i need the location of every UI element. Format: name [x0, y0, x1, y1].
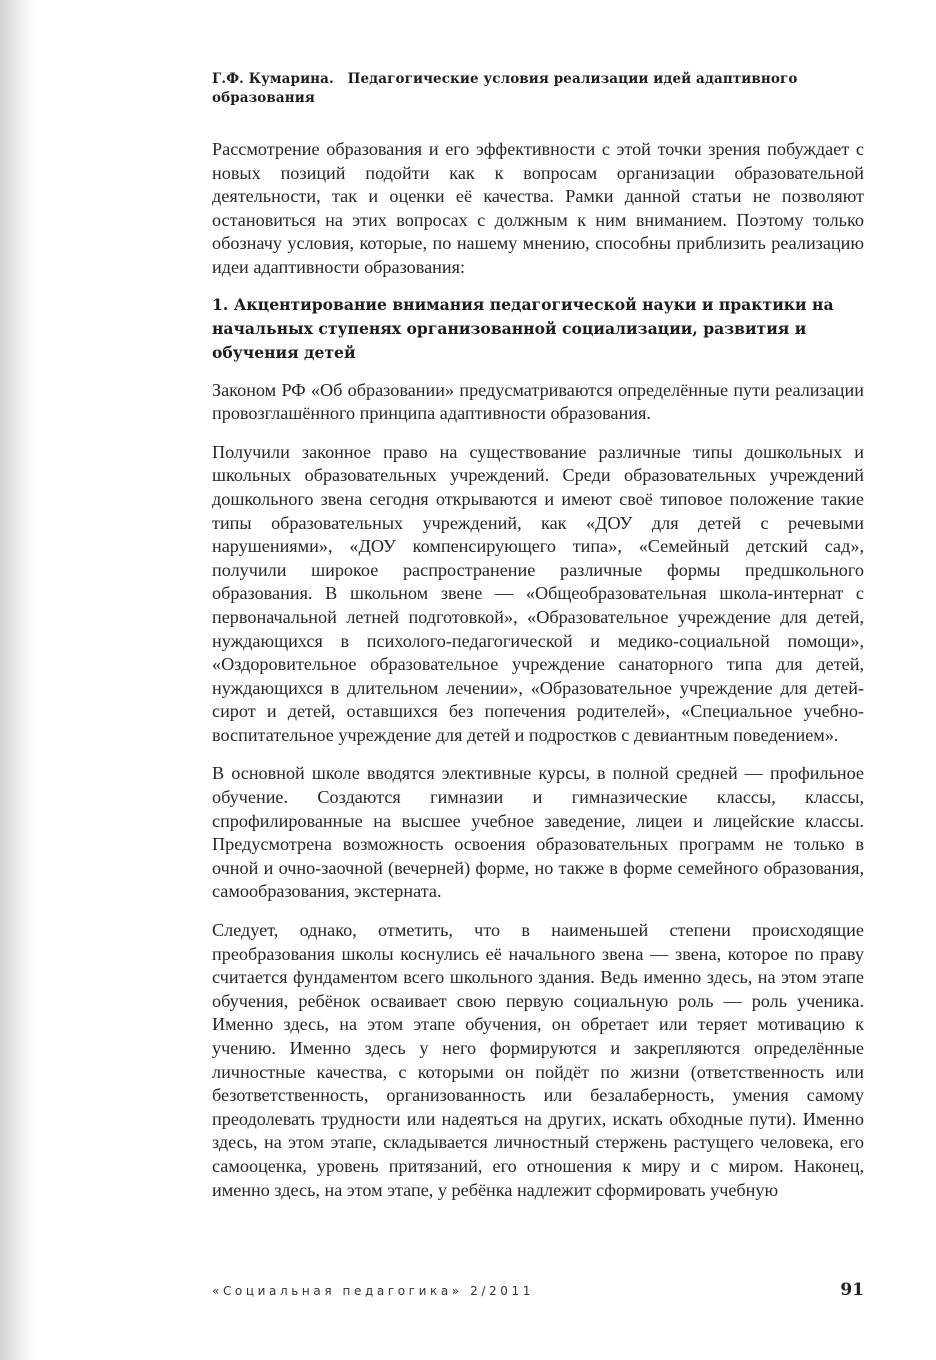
- section-heading: 1. Акцентирование внимания педагогической науки и практики на начальных ступенях организованной социализации, развития и обучения детей: [212, 294, 834, 362]
- header-title: Педагогические условия реализации идей адаптивного образования: [212, 71, 798, 106]
- section-paragraph-1: Законом РФ «Об образовании» предусматриваются определённые пути реализации провозглашённого принципа адаптивности образования.: [212, 379, 864, 424]
- running-header: [212, 70, 864, 108]
- page-content: [212, 70, 864, 1217]
- section-paragraph-3: В основной школе вводятся элективные курсы, в полной средней — профильное обучение. Создаются гимназии и гимназические классы, классы, спрофилированные на высшее учебное заведение, лицеи и лицейские классы. Предусмотрена возможность освоения образовательных программ не только в очной и очно-заочной (вечерней) форме, но также в форме семейного образования, самообразования, экстерната.: [212, 763, 864, 902]
- header-author: Г.Ф. Кумарина.: [212, 71, 334, 87]
- scan-edge-shadow: [0, 0, 34, 1360]
- page-number: 91: [840, 1280, 864, 1300]
- footer-journal-name: «Социальная педагогика» 2/2011: [212, 1284, 534, 1298]
- section-paragraph-4: Следует, однако, отметить, что в наименьшей степени происходящие преобразования школы коснулись её начального звена — звена, которое по праву считается фундаментом всего школьного здания. Ведь именно здесь, на этом этапе обучения, ребёнок осваивает свою первую социальную роль — роль ученика. Именно здесь, на этом этапе обучения, он обретает или теряет мотивацию к учению. Именно здесь у него формируются и закрепляются определённые личностные качества, с которыми он пойдёт по жизни (ответственность или безответственность, организованность или безалаберность, умения самому преодолевать трудности или надеяться на других, искать обходные пути). Именно здесь, на этом этапе, складывается личностный стержень растущего человека, его самооценка, уровень притязаний, его отношения к миру и с миром. Наконец, именно здесь, на этом этапе, у ребёнка надлежит сформировать учебную: [212, 920, 864, 1200]
- section-paragraph-2: Получили законное право на существование различные типы дошкольных и школьных образовательных учреждений. Среди образовательных учреждений дошкольного звена сегодня открываются и имеют своё типовое положение такие типы образовательных учреждений, как «ДОУ для детей с речевыми нарушениями», «ДОУ компенсирующего типа», «Семейный детский сад», получили широкое распространение различные формы предшкольного образования. В школьном звене — «Общеобразовательная школа-интернат с первоначальной летней подготовкой», «Образовательное учреждение для детей, нуждающихся в психолого-педагогической и медико-социальной помощи», «Оздоровительное образовательное учреждение санаторного типа для детей, нуждающихся в длительном лечении», «Образовательное учреждение для детей-сирот и детей, оставшихся без попечения родителей», «Специальное учебно-воспитательное учреждение для детей и подростков с девиантным поведением».: [212, 441, 864, 745]
- page-footer: [212, 1280, 864, 1306]
- intro-paragraph: Рассмотрение образования и его эффективности с этой точки зрения побуждает с новых позиций подойти как к вопросам организации образовательной деятельности, так и оценки её качества. Рамки данной статьи не позволяют остановиться на этих вопросах с должным к ним вниманием. Поэтому только обозначу условия, которые, по нашему мнению, способны приблизить реализацию идеи адаптивности образования:: [212, 139, 864, 277]
